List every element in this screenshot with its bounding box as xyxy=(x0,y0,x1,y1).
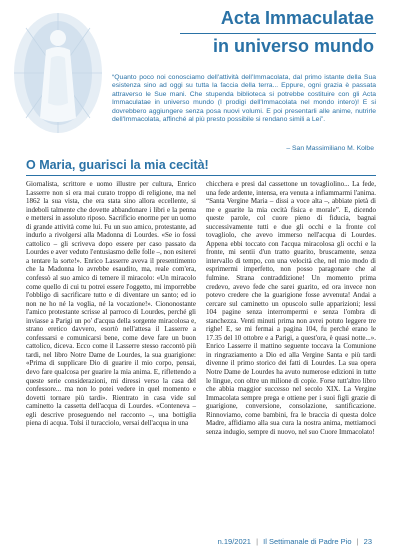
article-text-right: chicchera e presi dal cassettone un tovagliolino... La fede, una fede ardente, intensa, era venuta a infiammarmi l'anima. “Santa Vergine Maria – dissi a voce alta –, abbiate pietà di me e guarite la mia cecità fisica e morale”. E, dicendo queste parole, col cuore pieno di fiducia, bagnai successivamente tutti e due gli occhi e la fronte col tovagliolo, che avevo immerso nell'acqua di Lourdes. Appena ebbi toccato con l'acqua miracolosa gli occhi e la fronte, mi sentii d'un tratto guarito, bruscamente, senza intervallo di tempo, con una velocità che, nel mio modo di esprimermi imperfetto, non posso paragonare che al fulmine. Strana contraddizione! Un momento prima credevo, avevo fede che sarei guarito, ed ora invece non potevo credere che la guarigione fosse avvenuta! Andai a cercare sul caminetto un opuscolo sulle apparizioni; lessi 104 pagine senza interrompermi e senza l'ombra di stanchezza. Venti minuti prima non avrei potuto leggere tre righe! E, se mi fermai a pagina 104, fu perché erano le 17.35 del 10 ottobre e a Parigi, a quest'ora, è quasi notte...». Enrico Lasserre il mattino seguente toccava la Comunione in ringraziamento a Dio ed alla Vergine Santa e più tardi divenne il primo storico dei fatti di Lourdes. La sua opera Notre Dame de Lourdes ha avuto numerose edizioni in tutte le lingue, con oltre un milione di copie. Forse tutt'altro libro che abbia maggior successo nel secolo XIX. La Vergine Immacolata sempre prega e ottiene per i suoi figli grazie di guarigione, conversione, consolazione, santificazione. Rinnoviamo, come bambini, fra le braccia di questa dolce Madre, affidiamo alla sua cura la nostra anima, mettiamoci senza indugio, sempre di nuovo, nel suo Cuore Immacolato! xyxy=(206,180,376,436)
article-text-left: Giornalista, scrittore e uomo illustre per cultura, Enrico Lasserre non si era mai curato troppo di religione, ma nel 1862 la sua vista, che era stata sino allora eccellente, si indebolì talmente che dovette abbandonare i libri e la penna e mettersi in assoluto riposo. Sacrificio enorme per un uomo di grande attività come lui. Fu un suo amico, protestante, ad indurlo a rivolgersi alla Madonna di Lourdes. «Se io fossi cattolico – gli scriveva dopo essere per caso passato da Lourdes e aver veduto l'entusiasmo delle folle –, non esiterei a tentare la sorte!». Enrico Lasserre aveva il presentimento che la Madonna lo avrebbe esaudito, ma, reale com'era, confessò al suo amico di temere il miracolo: «Un miracolo come quello di cui tu potrei essere l'oggetto, mi imporrebbe l'obbligo di sacrificare tutto e di diventare un santo; ed io non ne ho né la voglia, né la vocazione!». Ciononostante l'amico protestante scrisse al parroco di Lourdes, perché gli inviasse a Parigi un po' d'acqua della sorgente miracolosa e, strano eretico davvero, esortò nell'attesa il Lasserre a confessarsi e comunicarsi bene, come deve fare un buon cattolico, diceva. Ecco come il Lasserre stesso raccontò più tardi, nel libro Notre Dame de Lourdes, la sua guarigione: «Prima di supplicare Dio di guarire il mio corpo, pensai, devo fare qualcosa per guarire la mia anima. E, riflettendo a queste serie considerazioni, mi diressi verso la casa del confessore... ma non lo potei vedere in quel momento e dovetti tornare più tardi». Rientrato in casa vide sul caminetto la cassetta dell'acqua di Lourdes. «Conteneva – egli descrive proseguendo nel racconto –, una bottiglia piena di acqua. Tolsi il turacciolo, versai dell'acqua in una xyxy=(26,180,196,428)
madonna-watermark-icon xyxy=(8,8,108,138)
article-column-right xyxy=(206,180,376,436)
page-title-line2: in universo mundo xyxy=(212,36,374,56)
quote-text: “Quanto poco noi conosciamo dell'attività dell'Immacolata, dal primo istante della Sua esistenza sino ad oggi su tutta la faccia della terra... Eppure, ogni grazia è passata attraverso le Sue mani. Che stupenda biblioteca si potrebbe costituire con gli Acta Immaculatae in universo mundo (I prodigi dell'Immacolata nel mondo intero)! E si dovrebbero aggiungere senza posa nuovi volumi. E poi presentarli alle anime, nutrirle dell'Immacolata, affinché al più presto possibile si rendano simili a Lei”. xyxy=(112,74,376,124)
footer-separator: | xyxy=(256,537,259,546)
title-divider xyxy=(180,33,376,34)
page-title-line1: Acta Immaculatae xyxy=(220,8,374,28)
section-divider xyxy=(26,175,376,176)
quote-attribution: – San Massimiliano M. Kolbe xyxy=(286,145,374,152)
article-column-left xyxy=(26,180,196,428)
footer-page-number: 23 xyxy=(363,537,372,546)
footer-magazine: Il Settimanale di Padre Pio xyxy=(263,537,352,546)
page-footer xyxy=(215,537,372,546)
section-title: O Maria, guarisci la mia cecità! xyxy=(26,158,209,172)
footer-separator: | xyxy=(356,537,359,546)
footer-issue: n.19/2021 xyxy=(217,537,251,546)
